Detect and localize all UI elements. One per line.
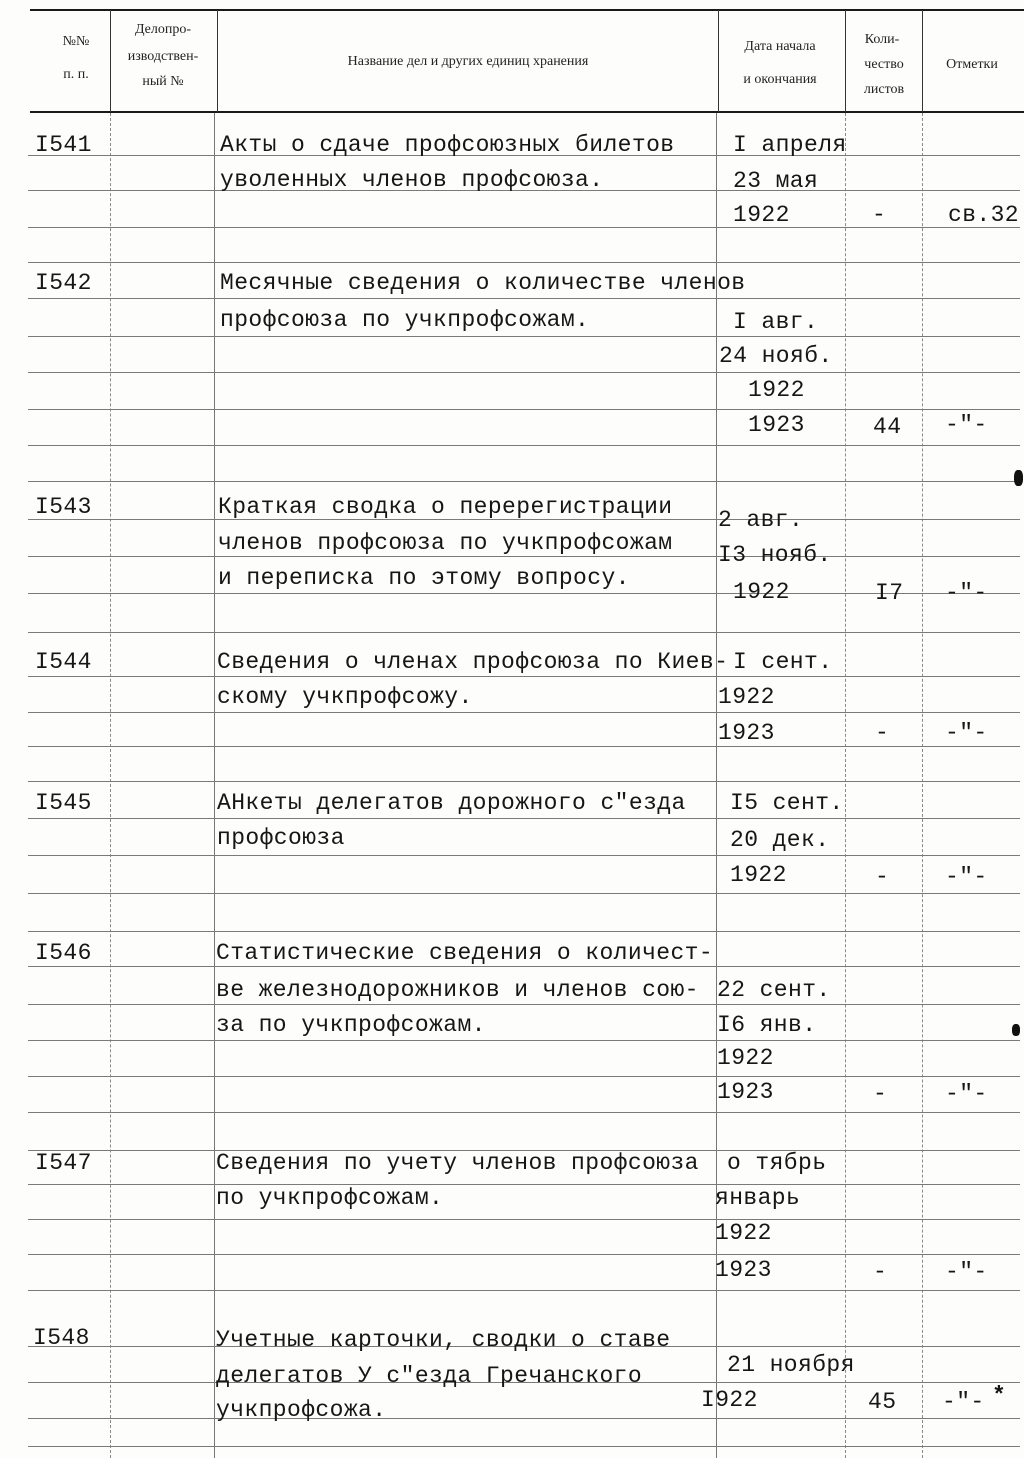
entry-date: 20 дек. [730,827,830,853]
entry-title-line: учкпрофсожа. [216,1397,387,1423]
entry-mark: * [992,1383,1007,1409]
entry-date: I апреля [733,132,847,158]
header-number-label: №№ [62,34,90,49]
entry-date: 2 авг. [718,507,804,533]
entry-sheet-count: - [875,720,890,746]
rule-line [28,746,1020,747]
entry-title-line: Акты о сдаче профсоюзных билетов [220,132,675,158]
header-divider [110,10,111,112]
entry-note: -"- [945,580,988,606]
scan-speck [1012,1024,1020,1036]
entry-title-line: Статистические сведения о количест- [216,940,714,966]
rule-line [28,1290,1020,1291]
column-divider [110,113,111,1458]
entry-title-line: за по учкпрофсожам. [216,1012,486,1038]
rule-line [28,676,1020,677]
column-divider [922,113,923,1458]
header-notes-label: Отметки [946,57,998,72]
rule-line [28,336,1020,337]
entry-title-line: по учкпрофсожам. [216,1185,444,1211]
column-divider [214,113,215,1458]
entry-title-line: Месячные сведения о количестве членов [220,270,746,296]
entry-title-line: Сведения по учету членов профсоюза [216,1150,699,1176]
entry-date: 1922 [733,579,790,605]
entry-title-line: Краткая сводка о перерегистрации [218,494,673,520]
entry-number: I546 [35,940,92,966]
header-title-label: Название дел и других единиц хранения [347,54,589,69]
scan-speck [1014,470,1023,486]
entry-number: I545 [35,790,92,816]
rule-line [28,262,1020,263]
rule-line [28,593,1020,594]
header-sheets-label: чество [864,57,904,72]
header-divider [845,10,846,112]
entry-sheet-count: 44 [873,414,902,440]
entry-number: I543 [35,494,92,520]
rule-line [28,1184,1020,1185]
entry-date: 1923 [717,1079,774,1105]
rule-line [28,893,1020,894]
rule-line [28,481,1020,482]
rule-line [28,409,1020,410]
entry-sheet-count: - [875,864,890,890]
entry-note: св.32 [948,202,1020,228]
entry-number: I547 [35,1150,92,1176]
entry-sheet-count: 45 [868,1389,897,1415]
entry-note: -"- [942,1389,985,1415]
entry-title-line: АНкеты делегатов дорожного с"езда [217,790,686,816]
entry-date: 1922 [730,862,787,888]
entry-sheet-count: I7 [875,580,904,606]
rule-line [28,931,1020,932]
entry-date: 1923 [715,1257,772,1283]
entry-number: I541 [35,132,92,158]
rule-line [28,632,1020,633]
entry-date: январь [715,1185,801,1211]
entry-date: I5 сент. [730,790,844,816]
rule-line [28,1254,1020,1255]
entry-date: I922 [701,1387,758,1413]
header-office-number-label: изводствен- [127,49,199,64]
entry-note: -"- [945,720,988,746]
rule-line [28,1040,1020,1041]
header-divider [922,10,923,112]
rule-line [28,818,1020,819]
entry-note: -"- [945,864,988,890]
entry-date: I6 янв. [717,1012,817,1038]
rule-line [28,372,1020,373]
entry-title-line: ве железнодорожников и членов сою- [216,977,699,1003]
entry-title-line: членов профсоюза по учкпрофсожам [218,530,673,556]
entry-title-line: уволенных членов профсоюза. [220,167,604,193]
entry-title-line: профсоюза [217,825,345,851]
entry-date: 22 сент. [717,977,831,1003]
entry-date: 1923 [718,720,775,746]
rule-line [28,1112,1020,1113]
entry-date: 1922 [718,684,775,710]
header-top-border [30,9,1024,11]
entry-date: о тябрь [727,1150,827,1176]
header-dates-label: Дата начала [744,39,816,54]
entry-title-line: профсоюза по учкпрофсожам. [220,307,590,333]
entry-date: 23 мая [733,168,819,194]
entry-title-line: делегатов У с"езда Гречанского [216,1363,643,1389]
rule-line [28,445,1020,446]
rule-line [28,781,1020,782]
entry-number: I548 [33,1325,90,1351]
rule-line [28,1076,1020,1077]
entry-date: 1922 [733,202,790,228]
header-dates-label: и окончания [743,72,817,87]
entry-date: 1923 [748,412,805,438]
entry-sheet-count: - [873,1259,888,1285]
entry-title-line: скому учкпрофсожу. [217,684,473,710]
rule-line [28,855,1020,856]
entry-date: I3 нояб. [718,542,832,568]
entry-note: -"- [945,1259,988,1285]
entry-title-line: Сведения о членах профсоюза по Киев- [217,649,729,675]
entry-number: I542 [35,270,92,296]
rule-line [28,298,1020,299]
entry-date: 21 ноября [727,1352,855,1378]
rule-line [28,1446,1020,1447]
entry-date: 1922 [748,377,805,403]
entry-sheet-count: - [872,202,887,228]
entry-date: 24 нояб. [719,343,833,369]
entry-date: 1922 [717,1045,774,1071]
header-sheets-label: листов [863,82,905,97]
rule-line [28,1418,1020,1419]
rule-line [28,712,1020,713]
header-office-number-label: Делопро- [134,22,192,37]
rule-line [28,1219,1020,1220]
entry-title-line: Учетные карточки, сводки о ставе [216,1327,671,1353]
header-divider [217,10,218,112]
header-divider [718,10,719,112]
header-number-label: п. п. [63,67,89,82]
entry-title-line: и переписка по этому вопросу. [218,565,630,591]
entry-note: -"- [945,1081,988,1107]
entry-date: I сент. [733,649,833,675]
rule-line [28,1004,1020,1005]
entry-note: -"- [945,412,988,438]
entry-sheet-count: - [873,1081,888,1107]
entry-date: I авг. [733,309,819,335]
header-sheets-label: Коли- [864,32,900,47]
column-divider [845,113,846,1458]
header-bottom-border [30,111,1024,113]
entry-date: 1922 [715,1220,772,1246]
entry-number: I544 [35,649,92,675]
header-office-number-label: ный № [142,74,184,89]
